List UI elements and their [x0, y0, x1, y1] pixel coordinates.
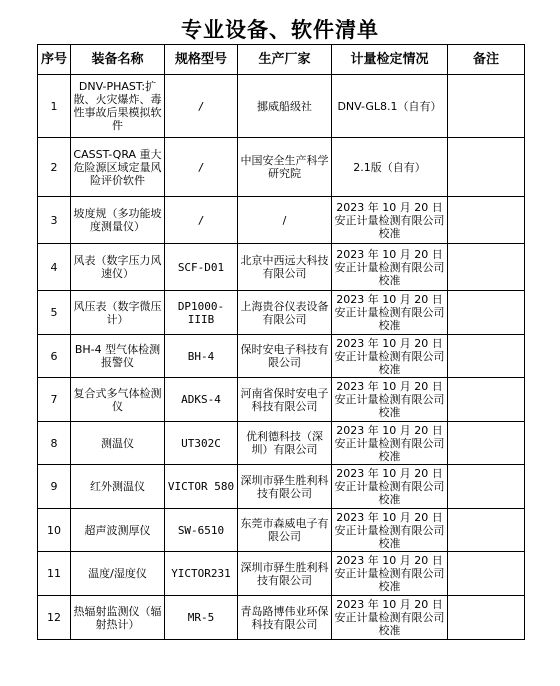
cell-calibration: 2023 年 10 月 20 日安正计量检测有限公司校准 — [332, 552, 448, 596]
cell-remark — [448, 378, 525, 422]
cell-no: 12 — [38, 596, 71, 640]
cell-no: 6 — [38, 335, 71, 378]
cell-model: VICTOR 580 — [165, 465, 238, 509]
cell-calibration: 2023 年 10 月 20 日安正计量检测有限公司校准 — [332, 378, 448, 422]
cell-maker: / — [238, 197, 332, 244]
cell-remark — [448, 509, 525, 552]
cell-name: DNV-PHAST:扩散、火灾爆炸、毒性事故后果模拟软件 — [71, 75, 165, 138]
cell-remark — [448, 291, 525, 335]
header-cell-remark: 备注 — [448, 45, 525, 75]
table-row — [38, 509, 525, 552]
cell-no: 4 — [38, 244, 71, 291]
cell-remark — [448, 244, 525, 291]
cell-name: 测温仪 — [71, 422, 165, 465]
cell-no: 3 — [38, 197, 71, 244]
cell-name: 温度/湿度仪 — [71, 552, 165, 596]
cell-name: 风压表（数字微压计） — [71, 291, 165, 335]
cell-remark — [448, 75, 525, 138]
cell-maker: 河南省保时安电子科技有限公司 — [238, 378, 332, 422]
cell-name: 超声波测厚仪 — [71, 509, 165, 552]
header-cell-no: 序号 — [38, 45, 71, 75]
cell-no: 7 — [38, 378, 71, 422]
table-row — [38, 378, 525, 422]
cell-no: 9 — [38, 465, 71, 509]
table-row — [38, 335, 525, 378]
cell-remark — [448, 465, 525, 509]
cell-remark — [448, 197, 525, 244]
cell-model: ADKS-4 — [165, 378, 238, 422]
cell-model: / — [165, 197, 238, 244]
header-cell-name: 装备名称 — [71, 45, 165, 75]
cell-name: BH-4 型气体检测报警仪 — [71, 335, 165, 378]
table-row — [38, 465, 525, 509]
cell-maker: 优利德科技（深圳）有限公司 — [238, 422, 332, 465]
cell-maker: 深圳市驿生胜利科技有限公司 — [238, 552, 332, 596]
cell-remark — [448, 596, 525, 640]
cell-maker: 深圳市驿生胜利科技有限公司 — [238, 465, 332, 509]
cell-no: 1 — [38, 75, 71, 138]
cell-model: MR-5 — [165, 596, 238, 640]
table-row — [38, 75, 525, 138]
header-cell-calibration: 计量检定情况 — [332, 45, 448, 75]
cell-name: 复合式多气体检测仪 — [71, 378, 165, 422]
cell-calibration: 2023 年 10 月 20 日安正计量检测有限公司校准 — [332, 197, 448, 244]
cell-calibration: 2.1版（自有） — [332, 138, 448, 197]
cell-name: 热辐射监测仪（辐射热计） — [71, 596, 165, 640]
cell-model: DP1000-IIIB — [165, 291, 238, 335]
table-row — [38, 138, 525, 197]
cell-calibration: 2023 年 10 月 20 日安正计量检测有限公司校准 — [332, 509, 448, 552]
cell-calibration: DNV-GL8.1（自有） — [332, 75, 448, 138]
cell-calibration: 2023 年 10 月 20 日安正计量检测有限公司校准 — [332, 244, 448, 291]
header-cell-maker: 生产厂家 — [238, 45, 332, 75]
cell-name: 风表（数字压力风速仪） — [71, 244, 165, 291]
cell-no: 11 — [38, 552, 71, 596]
equipment-table — [37, 44, 525, 640]
cell-remark — [448, 552, 525, 596]
cell-remark — [448, 138, 525, 197]
cell-model: / — [165, 75, 238, 138]
cell-model: UT302C — [165, 422, 238, 465]
cell-calibration: 2023 年 10 月 20 日安正计量检测有限公司校准 — [332, 335, 448, 378]
cell-name: CASST-QRA 重大危险源区域定量风险评价软件 — [71, 138, 165, 197]
cell-maker: 北京中西远大科技有限公司 — [238, 244, 332, 291]
cell-remark — [448, 335, 525, 378]
table-row — [38, 552, 525, 596]
cell-calibration: 2023 年 10 月 20 日安正计量检测有限公司校准 — [332, 422, 448, 465]
header-cell-model: 规格型号 — [165, 45, 238, 75]
cell-model: YICTOR231 — [165, 552, 238, 596]
table-row — [38, 291, 525, 335]
table-row — [38, 422, 525, 465]
cell-model: BH-4 — [165, 335, 238, 378]
cell-calibration: 2023 年 10 月 20 日安正计量检测有限公司校准 — [332, 596, 448, 640]
table-row — [38, 244, 525, 291]
cell-model: SW-6510 — [165, 509, 238, 552]
cell-no: 10 — [38, 509, 71, 552]
table-row — [38, 197, 525, 244]
cell-maker: 东莞市森威电子有限公司 — [238, 509, 332, 552]
cell-name: 红外测温仪 — [71, 465, 165, 509]
cell-no: 8 — [38, 422, 71, 465]
cell-no: 2 — [38, 138, 71, 197]
table-header-row — [38, 45, 525, 75]
cell-maker: 保时安电子科技有限公司 — [238, 335, 332, 378]
cell-model: / — [165, 138, 238, 197]
cell-maker: 青岛路博伟业环保科技有限公司 — [238, 596, 332, 640]
cell-model: SCF-D01 — [165, 244, 238, 291]
cell-calibration: 2023 年 10 月 20 日安正计量检测有限公司校准 — [332, 291, 448, 335]
cell-no: 5 — [38, 291, 71, 335]
cell-name: 坡度规（多功能坡度测量仪） — [71, 197, 165, 244]
cell-calibration: 2023 年 10 月 20 日安正计量检测有限公司校准 — [332, 465, 448, 509]
cell-maker: 上海贵谷仪表设备有限公司 — [238, 291, 332, 335]
table-row — [38, 596, 525, 640]
page-title: 专业设备、软件清单 — [181, 18, 379, 42]
cell-maker: 中国安全生产科学研究院 — [238, 138, 332, 197]
cell-remark — [448, 422, 525, 465]
cell-maker: 挪威船级社 — [238, 75, 332, 138]
